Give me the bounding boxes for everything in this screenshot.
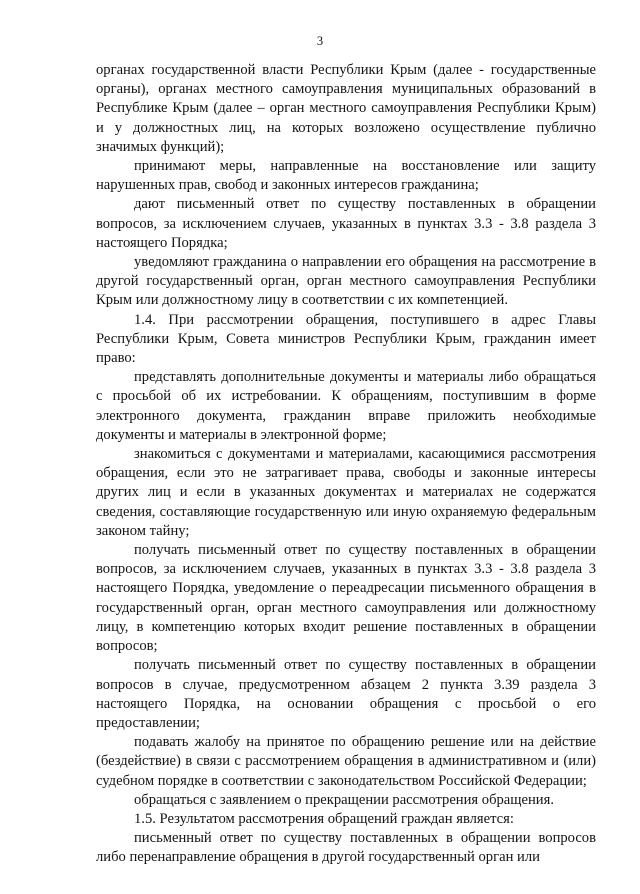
paragraph-section-1-5: 1.5. Результатом рассмотрения обращений граждан является: — [134, 810, 514, 827]
paragraph-continuation: органах государственной власти Республики Крым (далее - государственные органы), органах местного самоуправления муниципальных образований в Республике Крым (далее – орган местного самоуправления Республики Крым) и у должностных лиц, на которых возложено осуществление публично значимых функций); — [96, 62, 596, 155]
paragraph-result-answer: письменный ответ по существу поставленных в обращении вопросов либо перенаправление обращения в другой государственный орган или — [96, 830, 596, 866]
paragraph-written-answer: дают письменный ответ по существу поставленных в обращении вопросов, за исключением случаев, указанных в пунктах 3.3 - 3.8 раздела 3 настоящего Порядка; — [96, 196, 596, 251]
paragraph-receive-answer-case: получать письменный ответ по существу поставленных в обращении вопросов в случае, предусмотренном абзацем 2 пункта 3.39 раздела 3 настоящего Порядка, на основании обращения с просьбой о его предоставлении; — [96, 657, 596, 731]
paragraph-take-measures: принимают меры, направленные на восстановление или защиту нарушенных прав, свобод и законных интересов гражданина; — [96, 158, 596, 194]
page-number: 3 — [316, 34, 324, 48]
paragraph-request-termination: обращаться с заявлением о прекращении рассмотрения обращения. — [134, 791, 554, 808]
paragraph-review-materials: знакомиться с документами и материалами, касающимися рассмотрения обращения, если это не затрагивает права, свободы и законные интересы других лиц и если в указанных документах и материалах не содержатся сведения, составляющие государственную или иную охраняемую федеральным законом тайну; — [96, 446, 596, 539]
paragraph-receive-answer: получать письменный ответ по существу поставленных в обращении вопросов, за исключением случаев, указанных в пунктах 3.3 - 3.8 раздела 3 настоящего Порядка, уведомление о переадресации письменного обращения в государственный орган, орган местного самоуправления или должностному лицу, в компетенцию которых входит решение поставленных в обращении вопросов; — [96, 542, 596, 655]
body-text — [96, 61, 596, 868]
paragraph-section-1-4: 1.4. При рассмотрении обращения, поступившего в адрес Главы Республики Крым, Совета министров Республики Крым, гражданин имеет право: — [96, 311, 596, 367]
paragraph-notify-redirect: уведомляют гражданина о направлении его обращения на рассмотрение в другой государственный орган, орган местного самоуправления Республики Крым или должностному лицу в соответствии с их компетенцией. — [96, 254, 596, 309]
paragraph-file-complaint: подавать жалобу на принятое по обращению решение или на действие (бездействие) в связи с рассмотрением обращения в административном и (или) судебном порядке в соответствии с законодательством Российской Федерации; — [96, 734, 596, 789]
paragraph-submit-documents: представлять дополнительные документы и материалы либо обращаться с просьбой об их истребовании. К обращениям, поступившим в форме электронного документа, гражданин вправе приложить необходимые документы и материалы в электронной форме; — [96, 369, 596, 443]
